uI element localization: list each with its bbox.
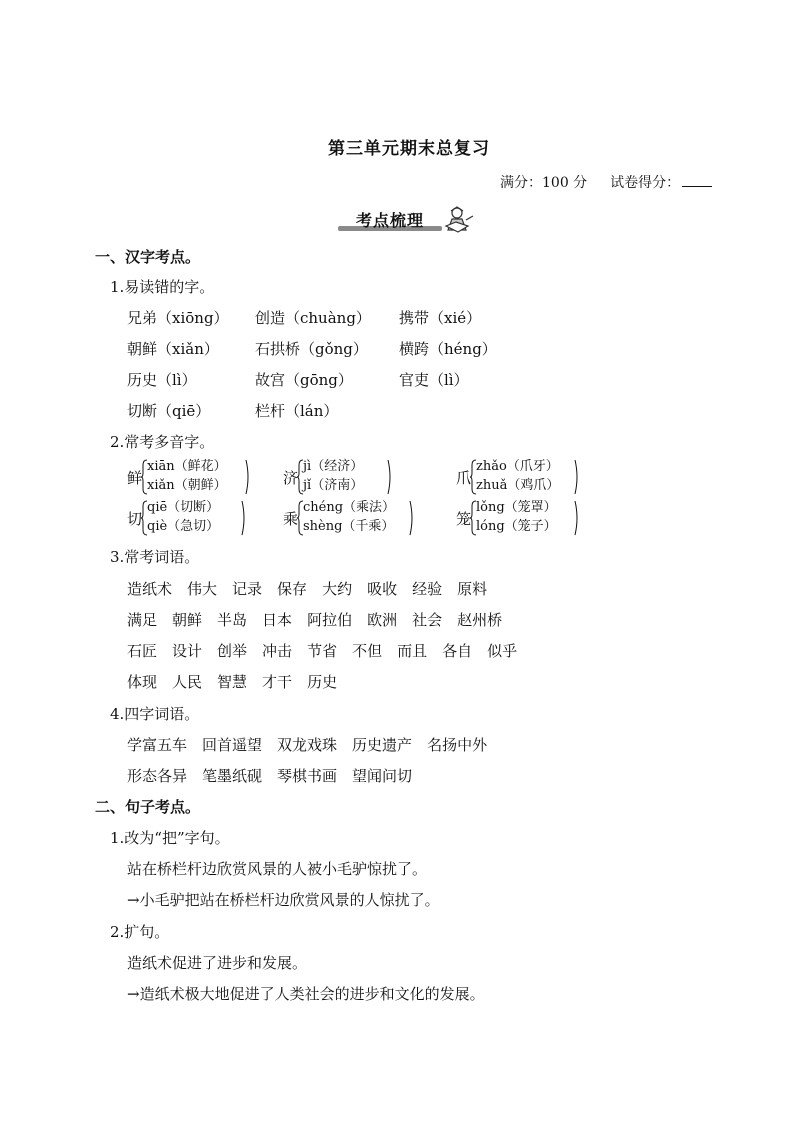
polyphone-readings	[476, 498, 557, 536]
page-title: 第三单元期末总复习	[328, 139, 490, 159]
polyphone-char: 切	[127, 510, 143, 528]
word: 经验	[412, 580, 443, 598]
idiom: 双龙戏珠	[277, 736, 338, 754]
idioms-row-2	[127, 765, 427, 786]
word: 日本	[262, 611, 293, 629]
idiom: 形态各异	[127, 767, 188, 785]
idiom: 笔墨纸砚	[202, 767, 263, 785]
word: 而且	[397, 642, 428, 660]
polyphone-char: 笼	[456, 510, 472, 528]
word: 欧洲	[367, 611, 398, 629]
sentence-original: 造纸术促进了进步和发展。	[127, 954, 308, 972]
right-paren-icon	[409, 500, 415, 536]
section-banner	[338, 206, 478, 234]
word: 记录	[232, 580, 263, 598]
sub3-heading: 3.常考词语。	[110, 548, 200, 566]
idiom: 望闻问切	[352, 767, 413, 785]
word: 体现	[127, 673, 158, 691]
right-paren-icon	[245, 459, 251, 495]
easy-row-3	[127, 369, 469, 390]
sentence-answer: →小毛驴把站在桥栏杆边欣赏风景的人惊扰了。	[127, 891, 440, 909]
reading-b: xiǎn（朝鲜）	[147, 478, 227, 493]
sub2-heading: 2.常考多音字。	[110, 433, 215, 451]
score-got-label: 试卷得分：	[610, 175, 681, 191]
sentence-original: 站在桥栏杆边欣赏风景的人被小毛驴惊扰了。	[127, 860, 428, 878]
sec2-sub2-heading: 2.扩句。	[110, 923, 170, 941]
sub4-heading: 4.四字词语。	[110, 705, 200, 723]
word: 创举	[217, 642, 248, 660]
word: 社会	[412, 611, 443, 629]
full-score: 满分：100 分	[500, 175, 588, 191]
word: 人民	[172, 673, 203, 691]
right-paren-icon	[241, 500, 247, 536]
polyphone-group	[456, 498, 586, 538]
easy-item: 官吏（lì）	[399, 371, 469, 389]
polyphone-readings	[303, 498, 395, 536]
reading-a: chéng（乘法）	[303, 500, 396, 515]
word: 阿拉伯	[307, 611, 353, 629]
polyphone-readings	[147, 457, 227, 495]
easy-item: 携带（xié）	[399, 309, 482, 327]
sub1-heading: 1.易读错的字。	[110, 278, 215, 296]
reading-a: qiē（切断）	[147, 500, 220, 515]
reading-b: shèng（千乘）	[303, 519, 395, 534]
easy-item: 朝鲜（xiǎn）	[127, 340, 219, 358]
reading-b: qiè（急切）	[147, 519, 220, 534]
idiom: 名扬中外	[427, 736, 488, 754]
score-line	[500, 172, 712, 192]
words-row-1	[127, 578, 502, 599]
polyphone-char: 鲜	[127, 469, 143, 487]
polyphone-group	[127, 457, 257, 497]
polyphone-char: 济	[283, 469, 299, 487]
idiom: 琴棋书画	[277, 767, 338, 785]
reading-a: zhǎo（爪牙）	[476, 459, 559, 474]
polyphone-char: 爪	[456, 469, 472, 487]
word: 才干	[262, 673, 293, 691]
idiom: 学富五车	[127, 736, 188, 754]
polyphone-group	[283, 498, 423, 538]
easy-item: 历史（lì）	[127, 371, 197, 389]
words-row-4	[127, 671, 352, 692]
easy-item: 故宫（gōng）	[255, 371, 353, 389]
word: 造纸术	[127, 580, 173, 598]
word: 原料	[457, 580, 488, 598]
idiom: 历史遗产	[352, 736, 413, 754]
section1-heading: 一、汉字考点。	[95, 248, 201, 266]
polyphone-readings	[303, 457, 363, 495]
word: 似乎	[487, 642, 518, 660]
reading-b: lóng（笼子）	[476, 519, 557, 534]
section2-heading: 二、句子考点。	[95, 798, 201, 816]
word: 保存	[277, 580, 308, 598]
score-blank[interactable]	[682, 172, 712, 187]
easy-item: 切断（qiē）	[127, 402, 211, 420]
word: 满足	[127, 611, 158, 629]
easy-item: 兄弟（xiōng）	[127, 309, 229, 327]
word: 智慧	[217, 673, 248, 691]
polyphone-group	[283, 457, 413, 497]
word: 赵州桥	[457, 611, 503, 629]
word: 朝鲜	[172, 611, 203, 629]
easy-row-2	[127, 338, 497, 359]
word: 不但	[352, 642, 383, 660]
reading-b: zhuǎ（鸡爪）	[476, 478, 560, 493]
words-row-2	[127, 609, 517, 630]
easy-item: 石拱桥（gǒng）	[255, 340, 368, 358]
right-paren-icon	[574, 459, 580, 495]
reading-b: jǐ（济南）	[303, 478, 364, 493]
word: 节省	[307, 642, 338, 660]
easy-item: 创造（chuàng）	[255, 309, 371, 327]
polyphone-char: 乘	[283, 510, 299, 528]
polyphone-group	[127, 498, 257, 538]
polyphone-group	[456, 457, 586, 497]
idioms-row-1	[127, 734, 502, 755]
reading-a: xiān（鲜花）	[147, 459, 227, 474]
words-row-3	[127, 640, 532, 661]
easy-row-1	[127, 307, 481, 328]
right-paren-icon	[387, 459, 393, 495]
reading-a: jì（经济）	[303, 459, 364, 474]
word: 设计	[172, 642, 203, 660]
word: 伟大	[187, 580, 218, 598]
word: 半岛	[217, 611, 248, 629]
easy-item: 横跨（héng）	[399, 340, 497, 358]
word: 各自	[442, 642, 473, 660]
easy-row-4	[127, 400, 338, 421]
polyphone-readings	[476, 457, 559, 495]
word: 历史	[307, 673, 338, 691]
word: 石匠	[127, 642, 158, 660]
polyphone-readings	[147, 498, 219, 536]
sec2-sub1-heading: 1.改为“把”字句。	[110, 829, 230, 847]
word: 吸收	[367, 580, 398, 598]
word: 大约	[322, 580, 353, 598]
word: 冲击	[262, 642, 293, 660]
easy-item: 栏杆（lán）	[255, 402, 339, 420]
right-paren-icon	[574, 500, 580, 536]
banner-title: 考点梳理	[356, 211, 425, 230]
reading-a: lǒng（笼罩）	[476, 500, 557, 515]
reading-child-icon	[442, 206, 476, 234]
sentence-answer: →造纸术极大地促进了人类社会的进步和文化的发展。	[127, 985, 485, 1003]
idiom: 回首遥望	[202, 736, 263, 754]
